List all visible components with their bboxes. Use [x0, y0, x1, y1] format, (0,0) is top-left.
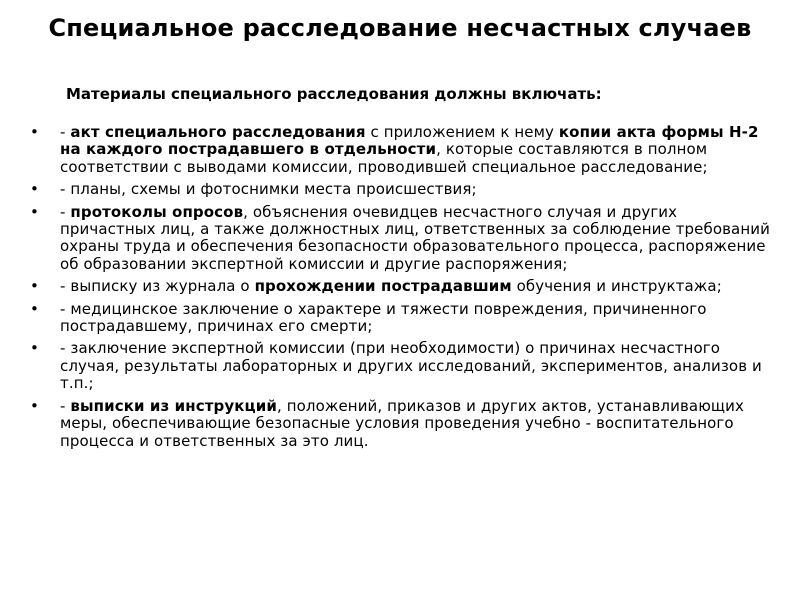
slide-title: Специальное расследование несчастных случаев — [48, 14, 752, 42]
list-item-plans — [30, 181, 770, 198]
item-text: - медицинское заключение о характере и тяжести повреждения, причиненного пострадавшему, причинах его смерти; — [60, 299, 707, 336]
item-bold-text: протоколы опросов — [70, 202, 244, 221]
list-item-medical — [30, 301, 770, 336]
list-item-instructions — [30, 398, 770, 450]
item-text: обучения и инструктажа; — [511, 277, 722, 296]
item-text: с приложением к нему — [365, 123, 559, 141]
item-text: , которые составляются в полном соответствии с выводами комиссии, проводившей специальное расследование; — [60, 140, 708, 176]
item-text: - заключение экспертной комиссии (при необходимости) о причинах несчастного случая, результаты лабораторных и других исследований, экспериментов, анализов и т.п.; — [60, 339, 762, 393]
item-text: , положений, приказов и других актов, устанавливающих меры, обеспечивающие безопасные условия проведения учебно - воспитательного процесса и ответственных за это лиц. — [60, 396, 744, 450]
list-item-expert-conclusion — [30, 340, 770, 392]
item-text: - — [60, 202, 71, 221]
materials-list — [30, 124, 770, 455]
slide-subtitle: Материалы специального расследования должны включать: — [66, 85, 602, 103]
list-item-protocols — [30, 204, 770, 274]
item-bold-text: прохождении пострадавшим — [254, 277, 512, 296]
list-item-journal-extract — [30, 278, 770, 295]
item-bold-text: копии акта формы Н-2 на каждого пострадавшего в отдельности — [60, 123, 759, 159]
item-text: - планы, схемы и фотоснимки места происшествия; — [60, 180, 477, 199]
item-text: - — [60, 123, 71, 141]
item-bold-text: акт специального расследования — [70, 123, 366, 141]
item-text: - — [60, 396, 71, 415]
item-text: , объяснения очевидцев несчастного случая и других причастных лиц, а также должностных лиц, ответственных за соблюдение требований охраны труда и обеспечения безопасности образовательного процесса, распоряжение об образовании экспертной комиссии и другие распоряжения; — [60, 202, 770, 273]
item-text: - выписку из журнала о — [60, 277, 255, 296]
list-item-act — [30, 124, 770, 176]
item-bold-text: выписки из инструкций — [70, 396, 277, 415]
